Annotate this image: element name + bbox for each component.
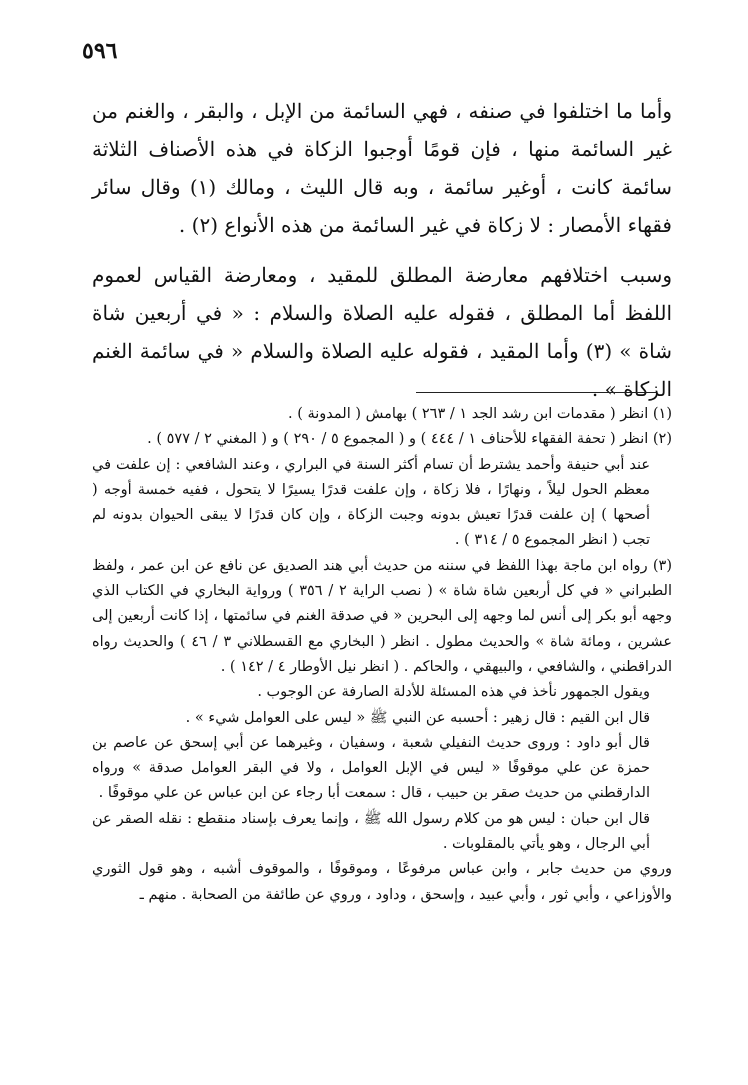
footnote-3: (٣) رواه ابن ماجة بهذا اللفظ في سننه من حديث أبي هند الصديق عن نافع عن ابن عمر ، ولفظ الطبراني « في كل أربعين شاة شاة » ( نصب الراية ٢ / ٣٥٦ ) ورواية البخاري في الكتاب الذي وجهه أبو بكر إلى أنس لما وجهه إلى البحرين « في صدقة الغنم في سائمتها ، إذا كانت أربعين إلى عشرين ، ومائة شاة » والحديث مطول . انظر ( البخاري مع القسطلاني ٣ / ٤٦ ) والحديث رواه الدراقطني ، والشافعي ، والبيهقي ، والحاكم . ( انظر نيل الأوطار ٤ / ١٤٢ ) . — [92, 557, 672, 675]
page-number: ٥٩٦ — [82, 38, 118, 64]
main-paragraph-1: وأما ما اختلفوا في صنفه ، فهي السائمة من الإبل ، والبقر ، والغنم من غير السائمة منها ، فإن قومًا أوجبوا الزكاة في هذه الأصناف الثلاثة سائمة كانت ، أوغير سائمة ، وبه قال الليث ، ومالك (١) وقال سائر فقهاء الأمصار : لا زكاة في غير السائمة من هذه الأنواع (٢) . — [92, 99, 672, 237]
footnote-1: (١) انظر ( مقدمات ابن رشد الجد ١ / ٢٦٣ ) بهامش ( المدونة ) . — [287, 406, 672, 422]
main-paragraph-2: وسبب اختلافهم معارضة المطلق للمقيد ، ومعارضة القياس لعموم اللفظ أما المطلق ، فقوله عليه الصلاة والسلام : « في أربعين شاة شاة » (٣) وأما المقيد ، فقوله عليه الصلاة والسلام « في سائمة الغنم الزكاة » . — [92, 263, 672, 401]
main-text — [92, 92, 672, 408]
footnote-2-body: عند أبي حنيفة وأحمد يشترط أن تسام أكثر السنة في البراري ، وعند الشافعي : إن علفت في معظم الحول ليلاً ، ونهارًا ، فلا زكاة ، وإن علفت قدرًا يسيرًا لا يتحول ، ففيه خمسة أوجه ( أصحها ) إن علفت قدرًا تعيش بدونه وجبت الزكاة ، وإن كان قدرًا لا يبقى الحيوان بدونه لم تجب ( انظر المجموع ٥ / ٣١٤ ) . — [92, 456, 650, 549]
footnote-3-note-jabir: وروي من حديث جابر ، وابن عباس مرفوعًا ، وموقوفًا ، والموقوف أشبه ، وهو قول الثوري والأوزاعي ، وأبي ثور ، وأبي عبيد ، وإسحق ، وداود ، وروي عن طائفة من الصحابة . منهم ـ — [92, 861, 672, 903]
footnotes — [92, 402, 672, 908]
footnote-3-note-ibn-hibban: قال ابن حبان : ليس هو من كلام رسول الله ﷺ ، وإنما يعرف بإسناد منقطع : نقله الصقر عن أبي الرجال ، وهو يأتي بالمقلوبات . — [92, 810, 650, 853]
footnote-3-note-abu-dawud: قال أبو داود : وروى حديث النفيلي شعبة ، وسفيان ، وغيرهما عن أبي إسحق عن عاصم بن حمزة عن علي موقوفًا « ليس في الإبل العوامل ، ولا في البقر العوامل صدقة » ورواه الدارقطني من حديث صقر بن حبيب ، قال : سمعت أبا رجاء عن ابن عباس عن علي موقوفًا . — [92, 734, 650, 802]
footnote-2: (٢) انظر ( تحفة الفقهاء للأحناف ١ / ٤٤٤ ) و ( المجموع ٥ / ٢٩٠ ) و ( المغني ٢ / ٥٧٧ ) . — [147, 431, 672, 448]
footnote-separator — [416, 392, 656, 393]
footnote-3-note-ibn-qayyim: قال ابن القيم : قال زهير : أحسبه عن النبي ﷺ « ليس على العوامل شيء » . — [185, 709, 650, 726]
footnote-3-note-majority: ويقول الجمهور نأخذ في هذه المسئلة للأدلة الصارفة عن الوجوب . — [257, 684, 650, 701]
